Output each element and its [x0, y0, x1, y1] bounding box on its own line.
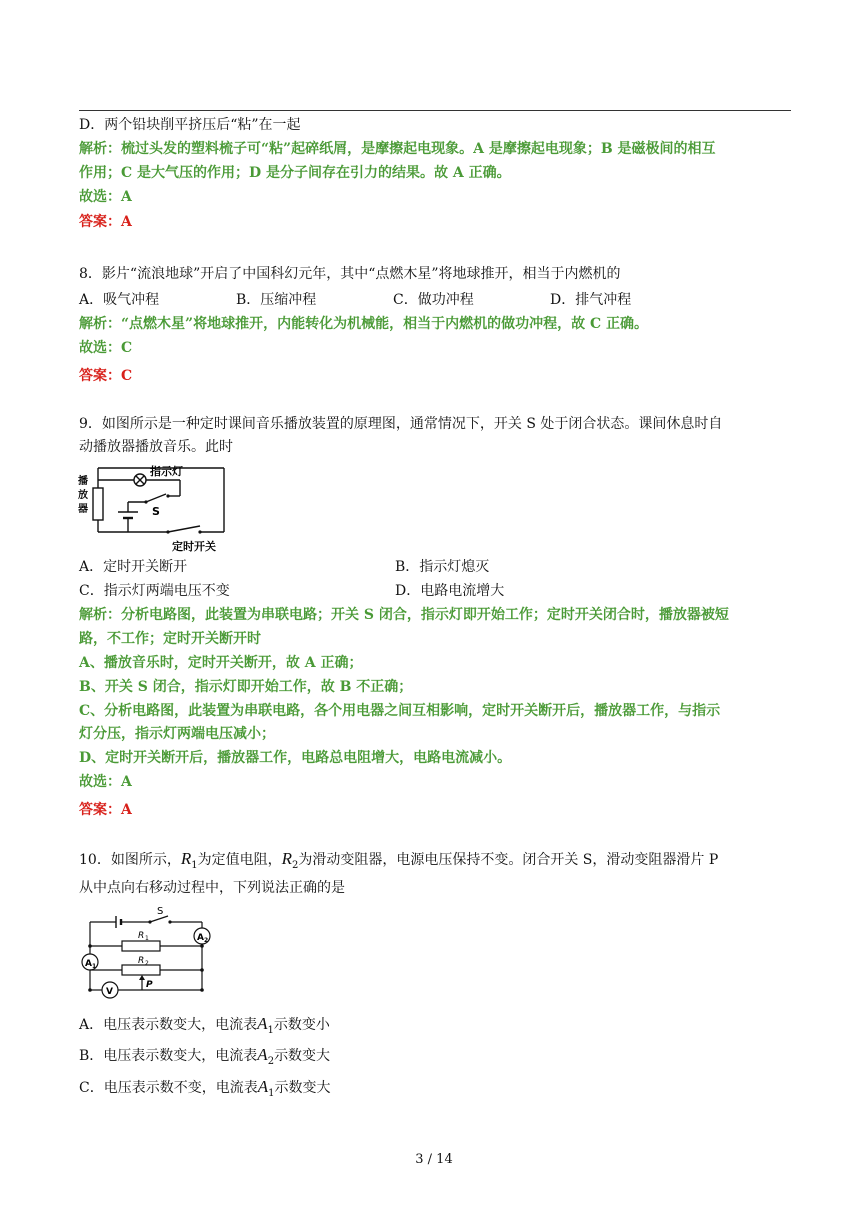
q9-option-b: B．指示灯熄灭 [395, 559, 490, 575]
q10-option-b-meter: A [257, 1045, 268, 1064]
q7-analysis-line2: 作用；C 是大气压的作用；D 是分子间存在引力的结果。故 A 正确。 [79, 165, 511, 181]
q9-analysis-line2: 路，不工作；定时开关断开时 [79, 631, 261, 647]
a1-sub: 1 [92, 963, 97, 970]
q10-option-c-meter: A [257, 1077, 269, 1096]
q7-analysis-line1: 解析：梳过头发的塑料梳子可“粘”起碎纸屑，是摩擦起电现象。A 是摩擦起电现象；B 是磁极间的相互 [79, 141, 716, 157]
q9-circuit-diagram [76, 460, 236, 556]
q9-choose: 故选：A [79, 774, 132, 790]
a2-sub: 2 [204, 937, 209, 944]
q10-option-a-meter-sub: 1 [267, 1024, 274, 1036]
q10-circuit-diagram [76, 904, 216, 1000]
slider-p-label: P [146, 980, 153, 990]
r1-label: R [138, 931, 145, 941]
q10-option-b-tail: 示数变大 [274, 1048, 331, 1064]
player-label-1: 播 [78, 476, 88, 487]
q8-option-c: C．做功冲程 [393, 292, 474, 308]
q7-option-d: D．两个铅块削平挤压后“粘”在一起 [79, 117, 301, 133]
timer-switch-label: 定时开关 [172, 540, 216, 553]
q10-option-b [79, 1045, 330, 1072]
voltmeter-label: V [106, 987, 113, 997]
player-label-3: 器 [78, 504, 88, 515]
a1-label: A [85, 959, 92, 969]
q10-option-b-meter-sub: 2 [267, 1055, 275, 1067]
q8-answer: 答案：C [79, 368, 133, 384]
switch-s-label: S [152, 505, 160, 518]
q10-stem-mid: 为定值电阻， [197, 852, 282, 868]
player-label-2: 放 [78, 490, 88, 501]
q9-analysis-line5: C、分析电路图，此装置为串联电路，各个用电器之间互相影响，定时开关断开后，播放器工作，与指示 [79, 703, 721, 719]
r1-sub: 1 [145, 935, 149, 942]
q10-option-a-meter: A [257, 1014, 268, 1033]
q9-stem-line1: 9．如图所示是一种定时课间音乐播放装置的原理图，通常情况下，开关 S 处于闭合状态。课间休息时自 [79, 416, 723, 432]
r2-label: R [138, 956, 145, 966]
q10-stem-prefix: 10．如图所示， [79, 852, 181, 868]
q9-answer: 答案：A [79, 802, 132, 818]
q10-stem-line2: 从中点向右移动过程中，下列说法正确的是 [79, 880, 345, 896]
q9-analysis-line1: 解析：分析电路图，此装置为串联电路；开关 S 闭合，指示灯即开始工作；定时开关闭合时，播放器被短 [79, 607, 729, 623]
q8-analysis: 解析：“点燃木星”将地球推开，内能转化为机械能，相当于内燃机的做功冲程，故 C 正确。 [79, 316, 648, 332]
q8-option-b: B．压缩冲程 [236, 292, 317, 308]
q10-option-c-tail: 示数变大 [274, 1080, 331, 1096]
q10-r2-sub: 2 [291, 859, 299, 871]
q9-option-c: C．指示灯两端电压不变 [79, 583, 230, 599]
q10-r1-symbol: R [180, 849, 192, 868]
q10-option-b-text: B．电压表示数变大，电流表 [79, 1048, 258, 1064]
q7-answer: 答案：A [79, 214, 132, 230]
q10-r2-symbol: R [281, 849, 292, 868]
q9-stem-line2: 动播放器播放音乐。此时 [79, 439, 233, 455]
top-rule [79, 110, 791, 111]
page-number: 3 / 14 [415, 1152, 453, 1167]
q9-analysis-line3: A、播放音乐时，定时开关断开，故 A 正确； [79, 655, 363, 671]
q9-analysis-line4: B、开关 S 闭合，指示灯即开始工作，故 B 不正确； [79, 679, 413, 695]
q10-option-a [79, 1014, 330, 1041]
q9-option-d: D．电路电流增大 [395, 583, 505, 599]
q10-option-c-meter-sub: 1 [268, 1087, 275, 1099]
q10-switch-label: S [157, 906, 164, 917]
q10-r1-sub: 1 [191, 859, 198, 871]
q10-option-c-text: C．电压表示数不变，电流表 [79, 1080, 258, 1096]
r2-sub: 2 [145, 960, 149, 967]
q10-option-a-text: A．电压表示数变大，电流表 [79, 1017, 258, 1033]
q8-option-a: A．吸气冲程 [79, 292, 160, 308]
q8-stem: 8．影片“流浪地球”开启了中国科幻元年，其中“点燃木星”将地球推开，相当于内燃机的 [79, 266, 621, 282]
q10-option-c [79, 1077, 330, 1104]
q8-choose: 故选：C [79, 340, 133, 356]
q8-option-d: D．排气冲程 [550, 292, 632, 308]
q10-stem-line1 [79, 849, 718, 876]
q7-choose: 故选：A [79, 189, 132, 205]
lamp-label: 指示灯 [150, 465, 183, 478]
q9-option-a: A．定时开关断开 [79, 559, 188, 575]
q9-analysis-line6: 灯分压，指示灯两端电压减小； [79, 726, 275, 742]
a2-label: A [197, 933, 204, 943]
q10-stem-rest: 为滑动变阻器，电源电压保持不变。闭合开关 S，滑动变阻器滑片 P [298, 852, 719, 868]
q10-option-a-tail: 示数变小 [273, 1017, 330, 1033]
q9-analysis-line7: D、定时开关断开后，播放器工作，电路总电阻增大，电路电流减小。 [79, 750, 512, 766]
